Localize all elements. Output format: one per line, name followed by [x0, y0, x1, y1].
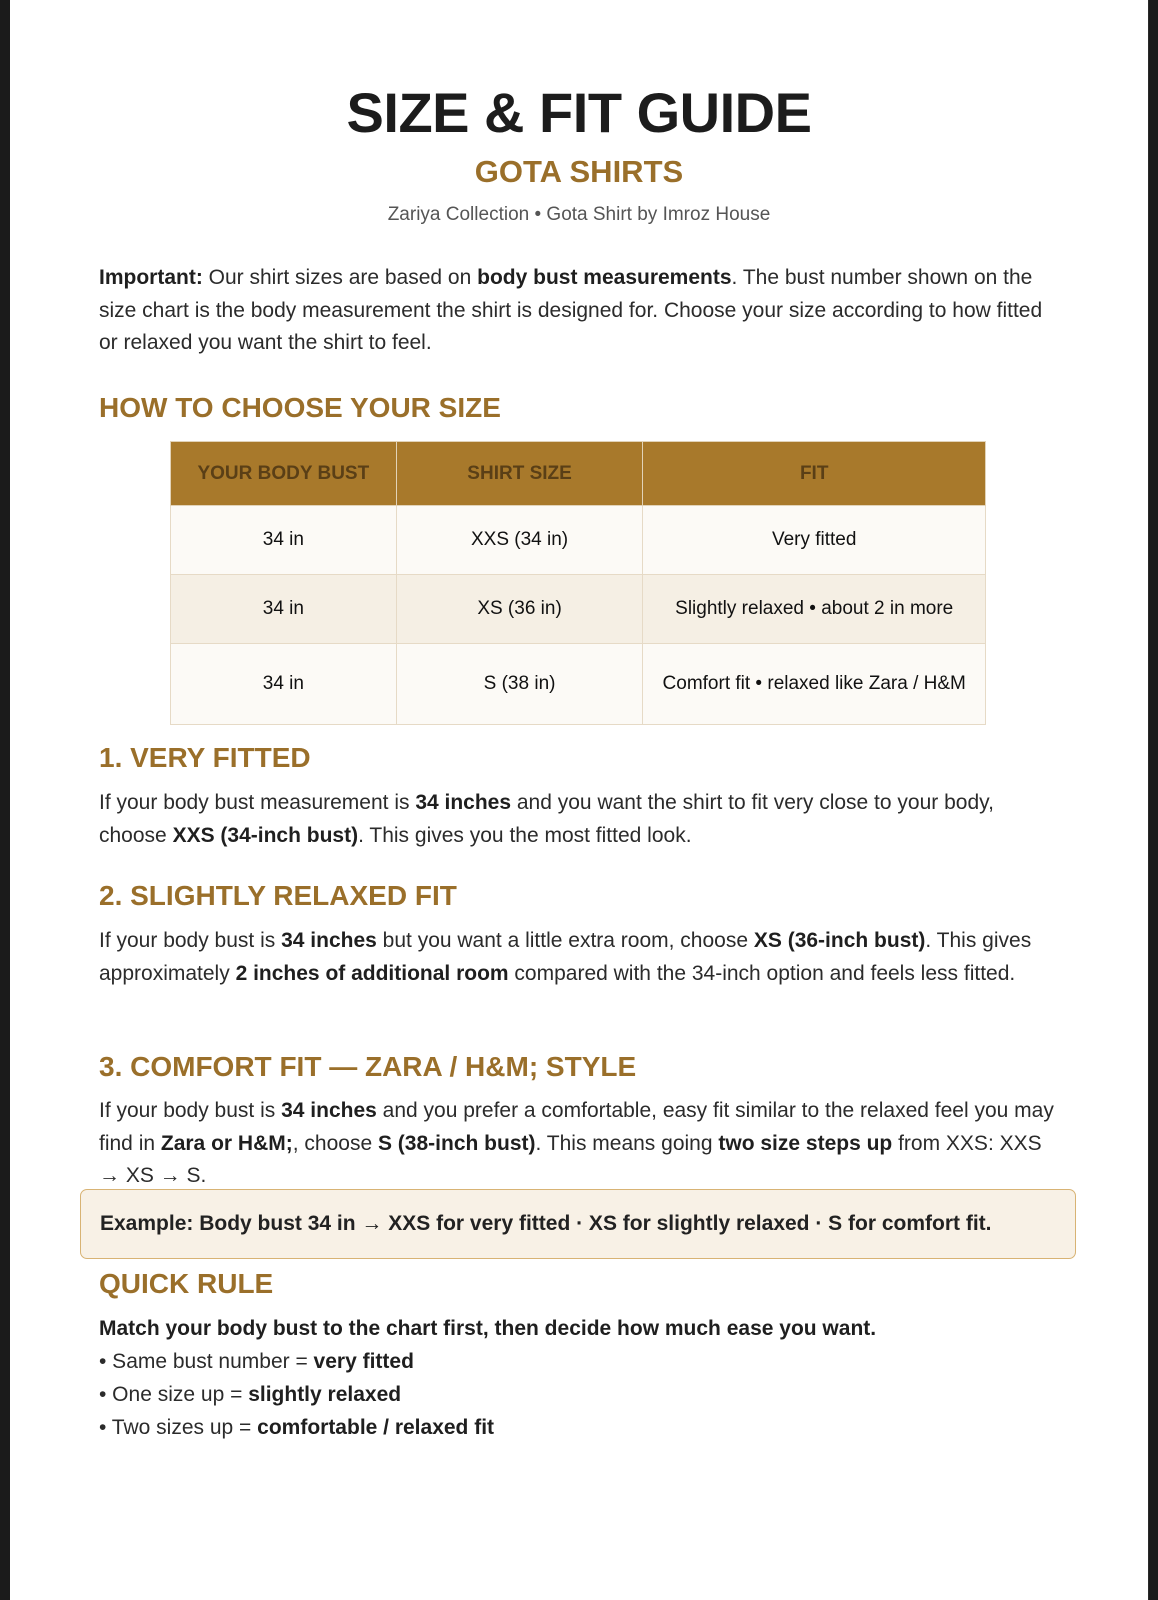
section3-bold: two size steps up: [718, 1131, 893, 1155]
rule-prefix: • One size up =: [99, 1383, 249, 1406]
section3-text: . This means going: [535, 1131, 719, 1155]
section3-text: and you prefer a comfortable, easy fit similar to the relaxed feel you may find in: [99, 1099, 1054, 1155]
section1-heading: 1. VERY FITTED: [99, 742, 311, 773]
list-item: [99, 1350, 414, 1374]
section1-text: If your body bust measurement is: [99, 791, 416, 814]
table-cell: XS (36 in): [396, 575, 643, 644]
section3-text: , choose: [292, 1131, 378, 1155]
list-item: [99, 1383, 401, 1407]
section1-paragraph: [99, 787, 1059, 852]
page-title: SIZE & FIT GUIDE: [346, 81, 812, 144]
column-header: SHIRT SIZE: [396, 442, 643, 506]
rule-prefix: • Same bust number =: [99, 1350, 314, 1373]
section3-text: If your body bust is: [99, 1099, 282, 1122]
section2-text: but you want a little extra room, choose: [376, 929, 754, 952]
column-header: YOUR BODY BUST: [171, 442, 397, 506]
example-text: Example: Body bust 34 in → XXS for very fitted · XS for slightly relaxed · S for comfort fit.: [100, 1212, 992, 1235]
rule-bold: comfortable / relaxed fit: [257, 1416, 495, 1439]
rule-prefix: • Two sizes up =: [99, 1416, 258, 1439]
table-row: [171, 506, 986, 575]
intro-text-b: . The bust number shown on the size chart is the body measurement the shirt is designed for. Choose your size according to how fitted or relaxed you want the shirt to feel.: [99, 266, 1043, 354]
column-header: FIT: [643, 442, 986, 506]
page-subtitle: GOTA SHIRTS: [474, 154, 684, 189]
collection-line: Zariya Collection • Gota Shirt by Imroz House: [387, 204, 771, 225]
table-cell: Very fitted: [643, 506, 986, 575]
table-header-row: [171, 442, 986, 506]
intro-paragraph: [99, 262, 1059, 360]
intro-text-a: Our shirt sizes are based on: [202, 266, 478, 289]
section1-bold: XXS (34-inch bust): [172, 823, 359, 847]
quick-rule-heading: QUICK RULE: [99, 1268, 274, 1299]
table-cell: 34 in: [171, 575, 397, 644]
document-page: [10, 0, 1149, 1600]
section3-bold: S (38-inch bust): [377, 1131, 536, 1155]
table-cell: Slightly relaxed • about 2 in more: [643, 575, 986, 644]
rule-bold: very fitted: [313, 1350, 414, 1373]
section1-text: and you want the shirt to fit very close to your body, choose: [99, 791, 994, 847]
section3-paragraph: [99, 1095, 1059, 1193]
table-cell: S (38 in): [396, 644, 643, 725]
list-item: [99, 1416, 494, 1440]
table-cell: 34 in: [171, 506, 397, 575]
table-cell: XXS (34 in): [396, 506, 643, 575]
table-cell: 34 in: [171, 644, 397, 725]
section2-bold: XS (36-inch bust): [753, 929, 926, 952]
section1-text: . This gives you the most fitted look.: [358, 823, 692, 847]
table-row: [171, 575, 986, 644]
rule-bold: slightly relaxed: [248, 1383, 402, 1406]
section3-heading: 3. COMFORT FIT — ZARA / H&M; STYLE: [99, 1051, 637, 1082]
section2-text: . This gives approximately: [99, 929, 1032, 985]
intro-bold: body bust measurements: [477, 266, 732, 289]
section1-bold: 34 inches: [415, 791, 512, 814]
example-callout: [80, 1189, 1076, 1259]
table-row: [171, 644, 986, 725]
size-table: [170, 441, 986, 725]
section2-text: If your body bust is: [99, 929, 282, 952]
intro-label: Important:: [99, 266, 203, 289]
section2-bold: 2 inches of additional room: [235, 961, 509, 985]
section3-text: from XXS: XXS → XS → S.: [99, 1131, 1042, 1187]
quick-rule-lead: Match your body bust to the chart first, then decide how much ease you want.: [99, 1317, 877, 1340]
table-cell: Comfort fit • relaxed like Zara / H&M: [643, 644, 986, 725]
section3-bold: Zara or H&M;: [160, 1131, 293, 1155]
how-to-heading: HOW TO CHOOSE YOUR SIZE: [99, 392, 501, 423]
section2-bold: 34 inches: [281, 929, 377, 952]
section3-bold: 34 inches: [281, 1099, 377, 1122]
section2-text: compared with the 34-inch option and feels less fitted.: [508, 961, 1016, 985]
section2-heading: 2. SLIGHTLY RELAXED FIT: [99, 880, 457, 911]
section2-paragraph: [99, 925, 1059, 990]
